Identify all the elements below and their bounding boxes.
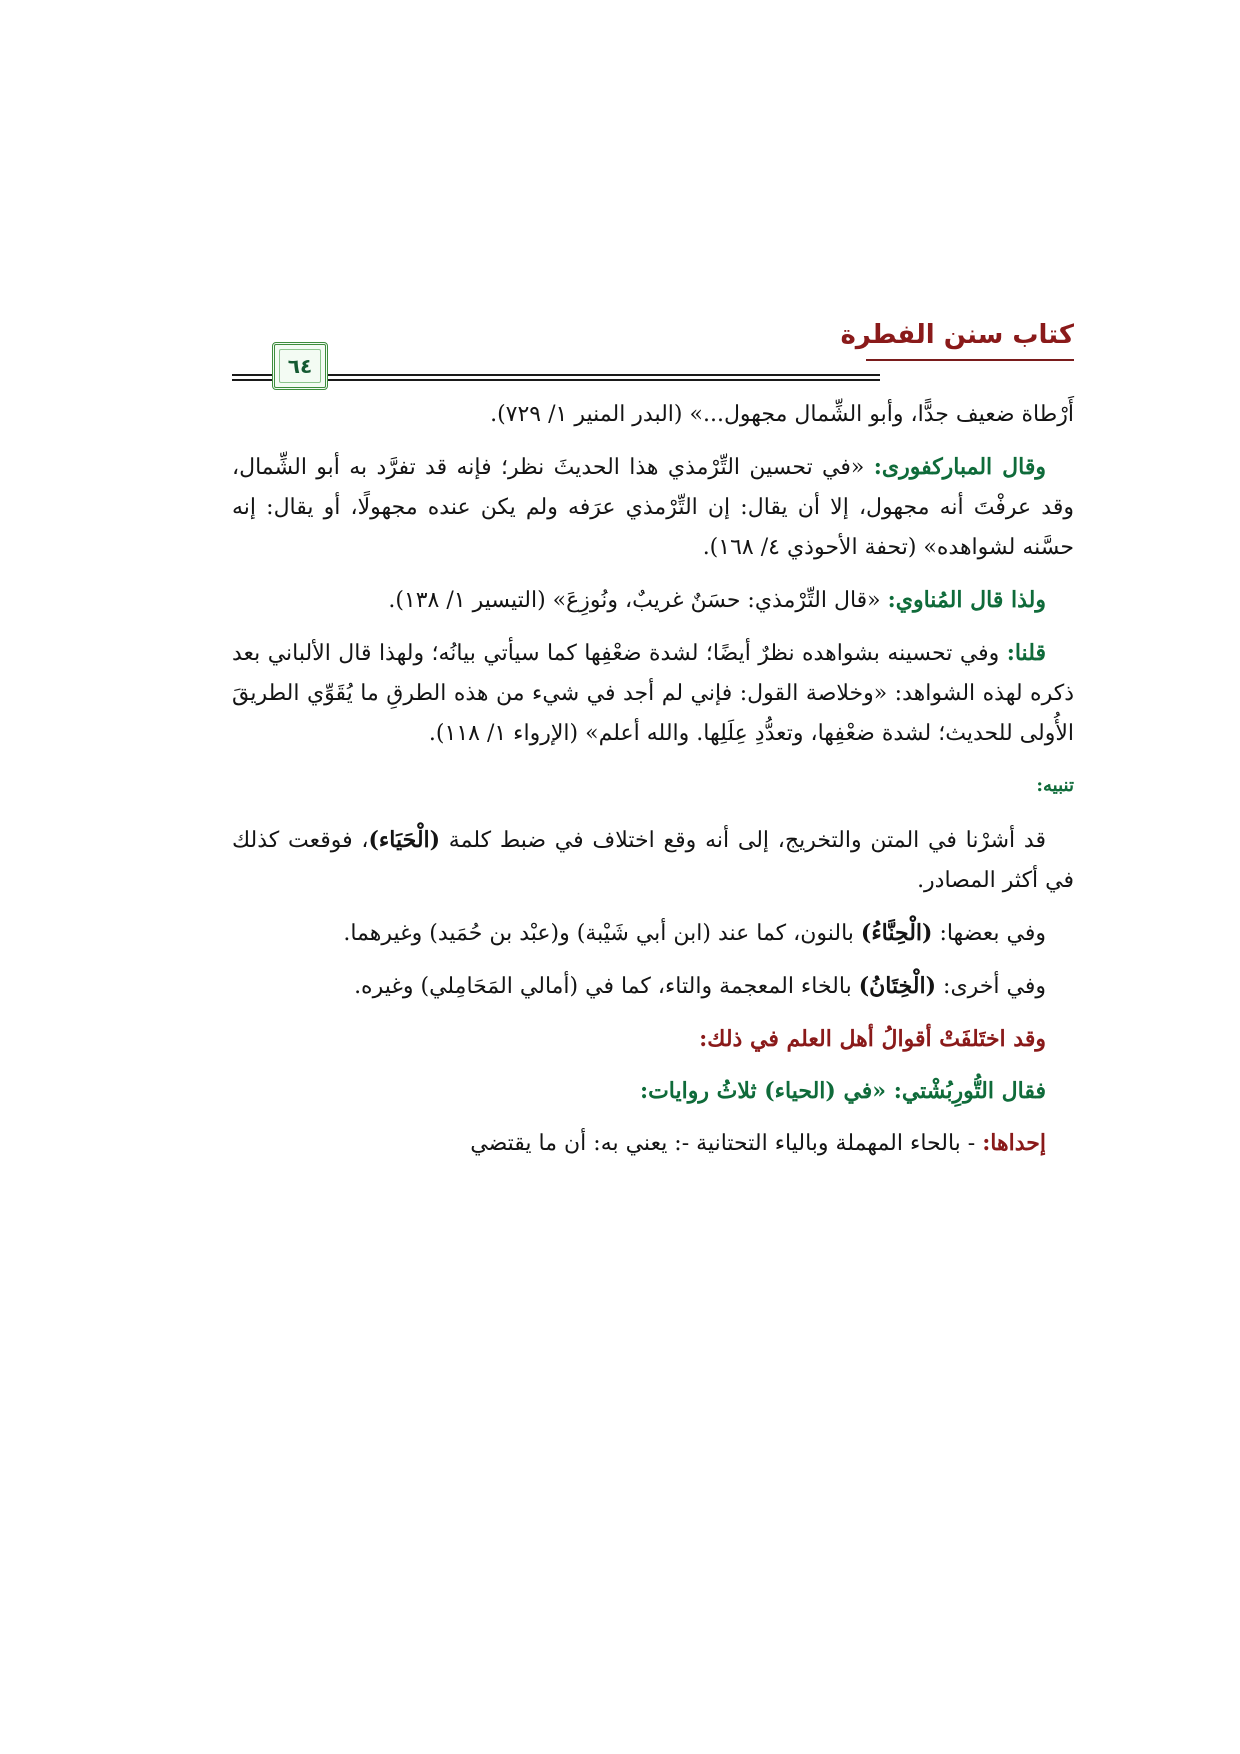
keyword: (الْحِنَّاءُ) [860,920,933,946]
quote-text: «في تحسين التِّرْمذي هذا الحديثَ نظر؛ فإنه قد تفرَّد به أبو الشِّمال، وقد عرفْتَ أنه مجهول، إلا أن يقال: إن التِّرْمذي عرَفه ولم يكن عنده مجهولًا، أو يقال: إنه حسَّنه لشواهده» (تحفة الأحوذي ٤/ ١٦٨). [232,455,1074,560]
header-rule-bottom [232,379,880,381]
paragraph-4 [232,633,1074,754]
keyword: (الْحَيَاء) [368,827,441,853]
paragraph-7 [232,966,1074,1007]
text-run: وفي بعضها: [932,921,1046,946]
quote-text: «قال التِّرْمذي: حسَنٌ غريبٌ، ونُوزِعَ» (التيسير ١/ ١٣٨). [388,588,888,613]
subsection-heading: فقال التُّورِبُشْتي: «في (الحياء) ثلاثُ روايات: [639,1078,1046,1104]
item-label: إحداها: [982,1130,1046,1156]
text-run: بالخاء المعجمة والتاء، كما في (أمالي المَحَامِلي) وغيره. [354,974,859,999]
header-rule-top [232,374,880,376]
paragraph-2 [232,447,1074,568]
paragraph-6 [232,913,1074,954]
speaker-label: قلنا: [1006,640,1046,666]
speaker-label: وقال المباركفورى: [873,454,1047,480]
text-run: - بالحاء المهملة وبالياء التحتانية -: يعني به: أن ما يقتضي [470,1131,983,1156]
keyword: (الْخِتَانُ) [858,973,937,999]
text-run: ، فوقعت كذلك في أكثر المصادر. [232,828,1074,893]
section-heading: وقد اختَلفَتْ أقوالُ أهل العلم في ذلك: [699,1026,1046,1052]
paragraph-5 [232,820,1074,901]
paragraph-3 [232,580,1074,621]
quote-text: وفي تحسينه بشواهده نظرٌ أيضًا؛ لشدة ضعْفِها كما سيأتي بيانُه؛ ولهذا قال الألباني بعد ذكره لهذه الشواهد: «وخلاصة القول: فإني لم أجد في شيء من هذه الطرقِ ما يُقَوِّي الطريقَ الأُولى للحديث؛ لشدة ضعْفِها، وتعدُّدِ عِلَلِها. والله أعلم» (الإرواء ١/ ١١٨). [232,641,1074,746]
book-title: كتاب سنن الفطرة [840,320,1074,350]
text-run: قد أشرْنا في المتن والتخريج، إلى أنه وقع اختلاف في ضبط كلمة [440,828,1046,853]
text-run: بالنون، كما عند (ابن أبي شَيْبة) و(عبْد بن حُمَيد) وغيرهما. [343,921,861,946]
text-run: وفي أخرى: [936,974,1046,999]
page-number-badge [272,342,328,390]
page-number: ٦٤ [287,354,313,378]
paragraph-1: أَرْطاة ضعيف جدًّا، وأبو الشِّمال مجهول...» (البدر المنير ١/ ٧٢٩). [490,402,1074,427]
speaker-label: ولذا قال المُناوي: [887,587,1046,613]
note-heading: تنبيه: [1036,775,1074,796]
paragraph-8 [232,1123,1074,1164]
page-body [232,395,1074,1176]
page-header [232,312,1074,388]
title-underline [866,359,1074,361]
